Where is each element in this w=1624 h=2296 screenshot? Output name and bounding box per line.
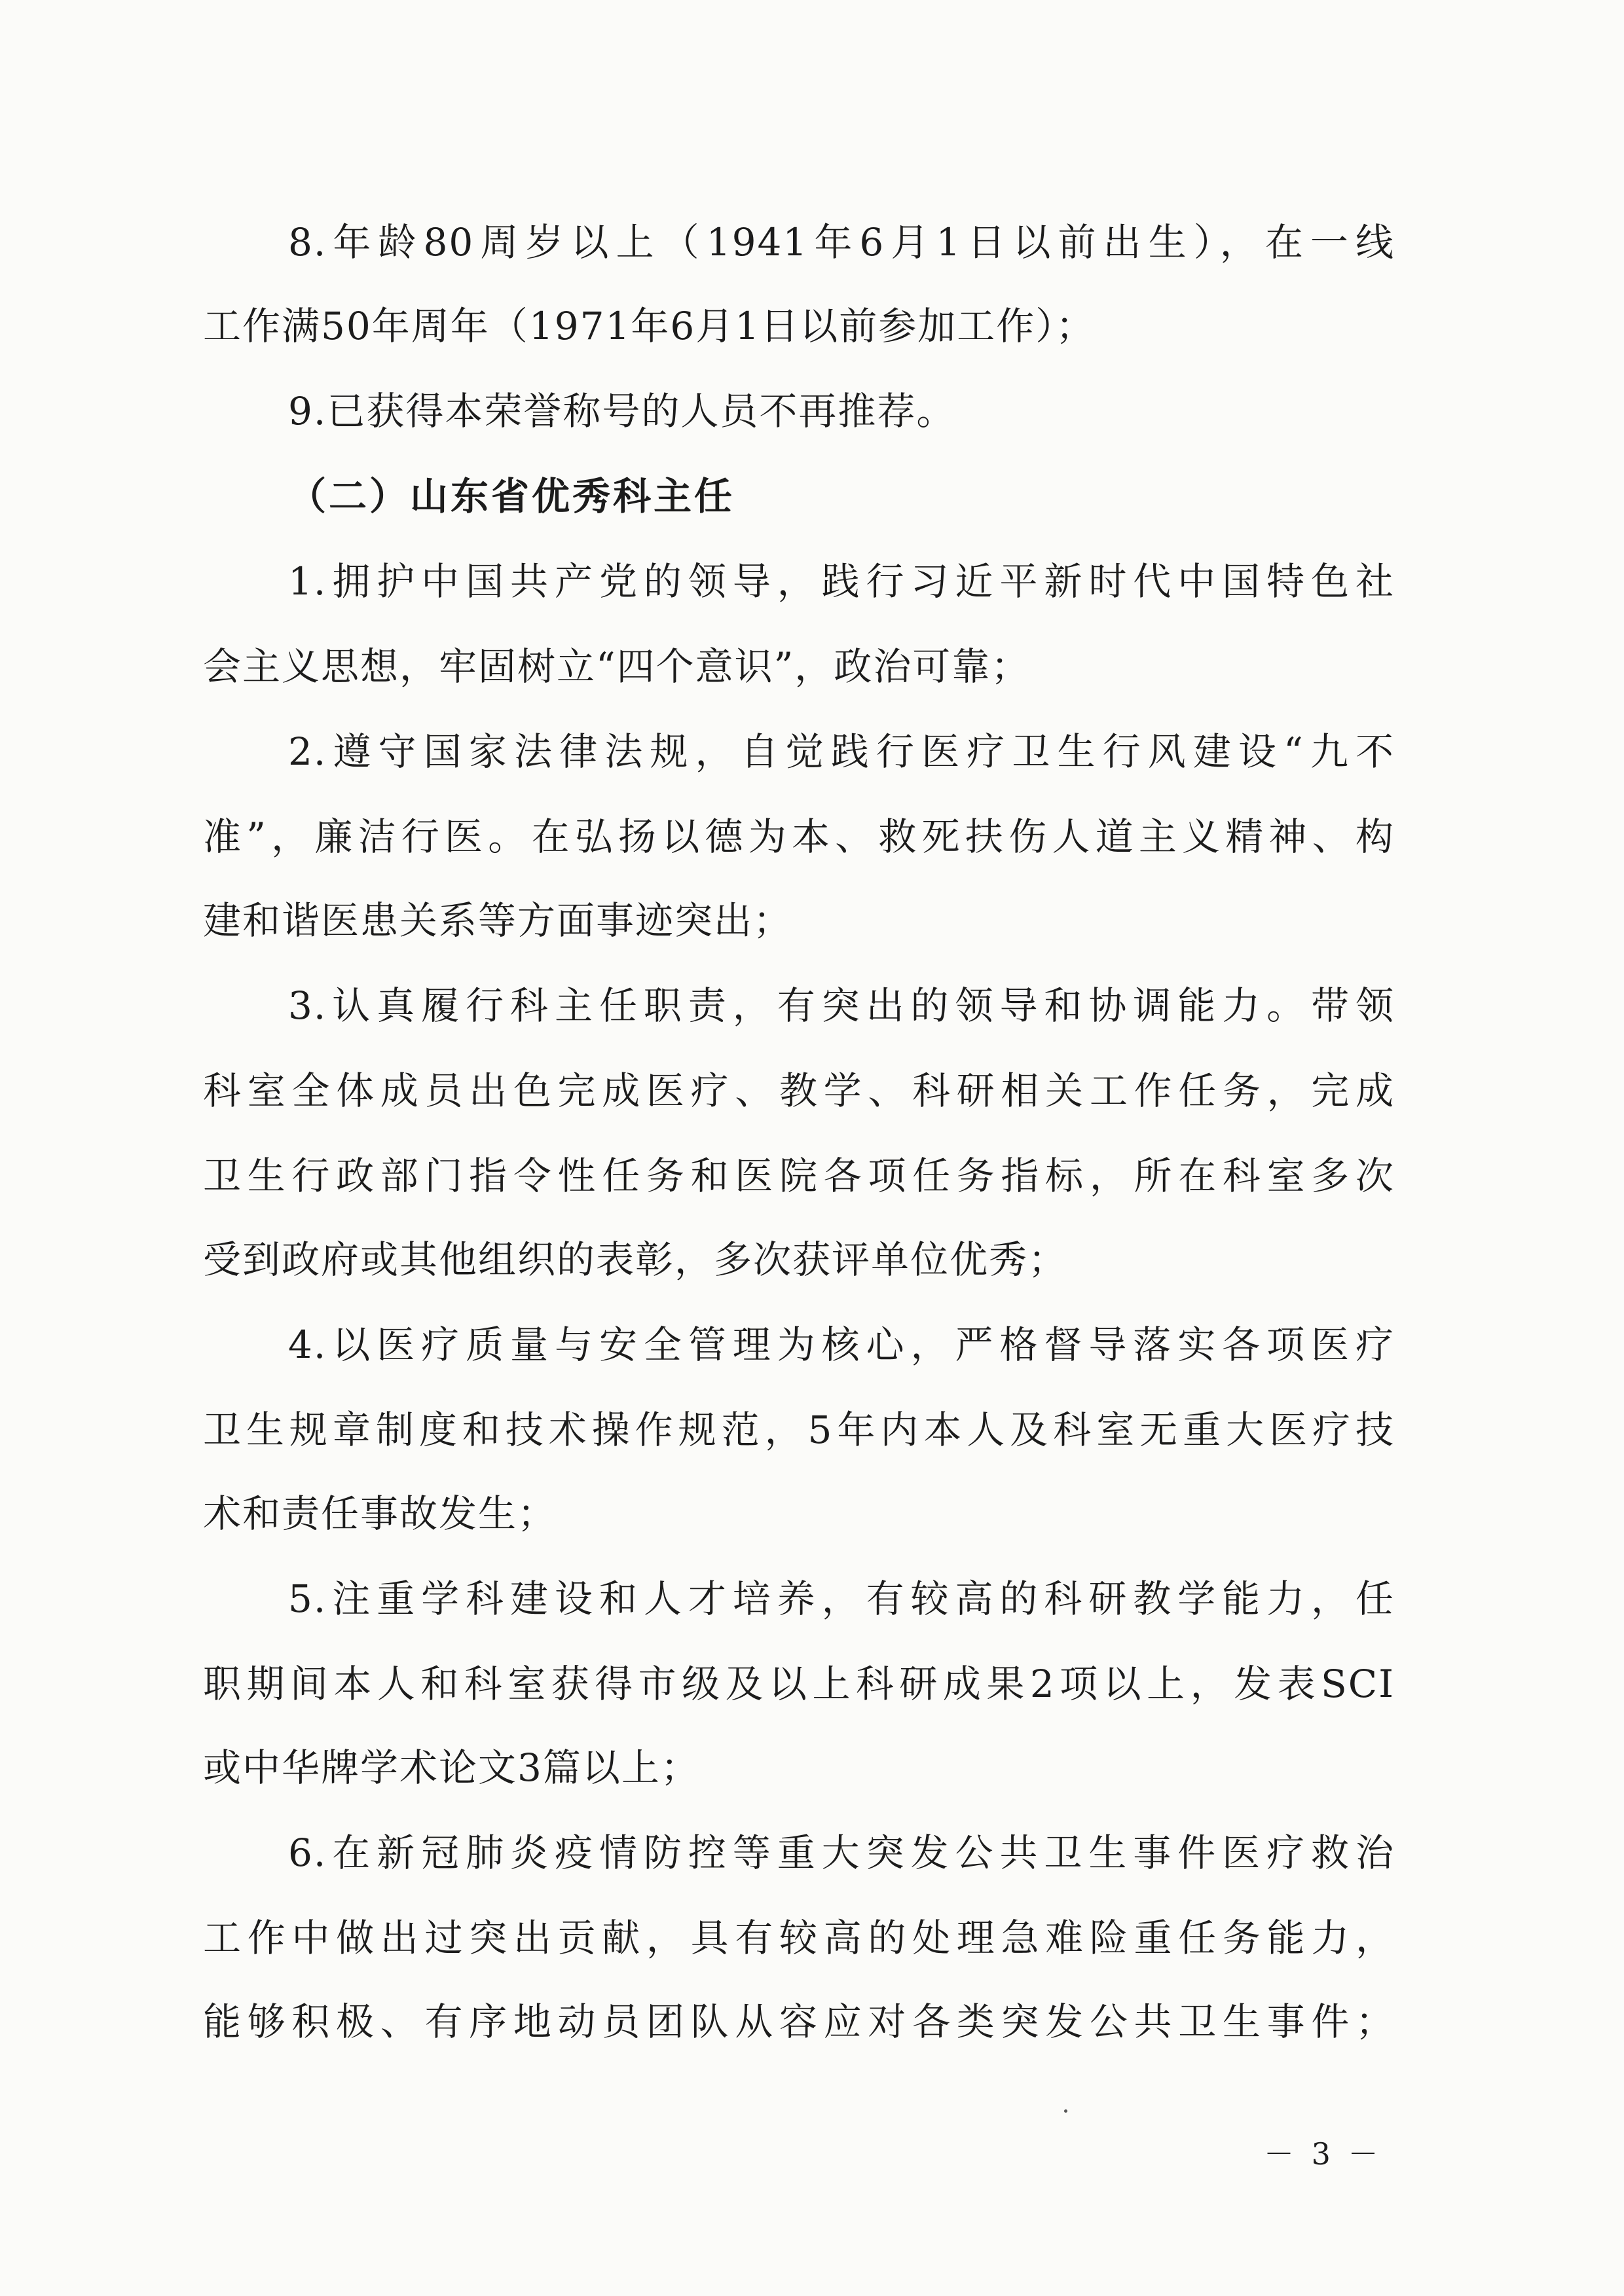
paragraph-line: 5.注重学科建设和人才培养，有较高的科研教学能力，任 xyxy=(288,1576,1395,1621)
paragraph-line: 工作中做出过突出贡献，具有较高的处理急难险重任务能力， xyxy=(203,1916,1395,1960)
paragraph-line: 会主义思想，牢固树立“四个意识”，政治可靠； xyxy=(203,644,1031,689)
paragraph-line: 卫生规章制度和技术操作规范，5年内本人及科室无重大医疗技 xyxy=(203,1408,1395,1452)
paragraph-line: 职期间本人和科室获得市级及以上科研成果2项以上，发表SCI xyxy=(203,1662,1395,1706)
paragraph-line: 1.拥护中国共产党的领导，践行习近平新时代中国特色社 xyxy=(288,559,1395,604)
paragraph-line: 3.认真履行科主任职责，有突出的领导和协调能力。带领 xyxy=(288,983,1395,1028)
paragraph-line: 卫生行政部门指令性任务和医院各项任务指标，所在科室多次 xyxy=(203,1154,1395,1198)
paragraph-line: 6.在新冠肺炎疫情防控等重大突发公共卫生事件医疗救治 xyxy=(288,1831,1395,1875)
paragraph-line: 9.已获得本荣誉称号的人员不再推荐。 xyxy=(288,389,956,433)
paragraph-line: 科室全体成员出色完成医疗、教学、科研相关工作任务，完成 xyxy=(203,1068,1395,1113)
paragraph-line: 工作满50年周年（1971年6月1日以前参加工作）； xyxy=(203,304,1096,348)
paragraph-line: 8.年龄80周岁以上（1941年6月1日以前出生），在一线 xyxy=(288,220,1395,264)
paragraph-line: 或中华牌学术论文3篇以上； xyxy=(203,1745,700,1790)
paragraph-line: 2.遵守国家法律法规，自觉践行医疗卫生行风建设“九不 xyxy=(288,729,1395,774)
scan-speck xyxy=(1064,2109,1067,2113)
paragraph-line: 术和责任事故发生； xyxy=(203,1491,557,1536)
paragraph-line: 受到政府或其他组织的表彰，多次获评单位优秀； xyxy=(203,1237,1068,1282)
paragraph-line: 能够积极、有序地动员团队从容应对各类突发公共卫生事件； xyxy=(203,1999,1395,2044)
paragraph-line: 建和谐医患关系等方面事迹突出； xyxy=(203,898,793,943)
page-number: － 3 － xyxy=(1264,2136,1382,2172)
paragraph-line: 准”，廉洁行医。在弘扬以德为本、救死扶伤人道主义精神、构 xyxy=(203,814,1395,859)
section-heading: （二）山东省优秀科主任 xyxy=(288,474,735,519)
paragraph-line: 4.以医疗质量与安全管理为核心，严格督导落实各项医疗 xyxy=(288,1322,1395,1367)
